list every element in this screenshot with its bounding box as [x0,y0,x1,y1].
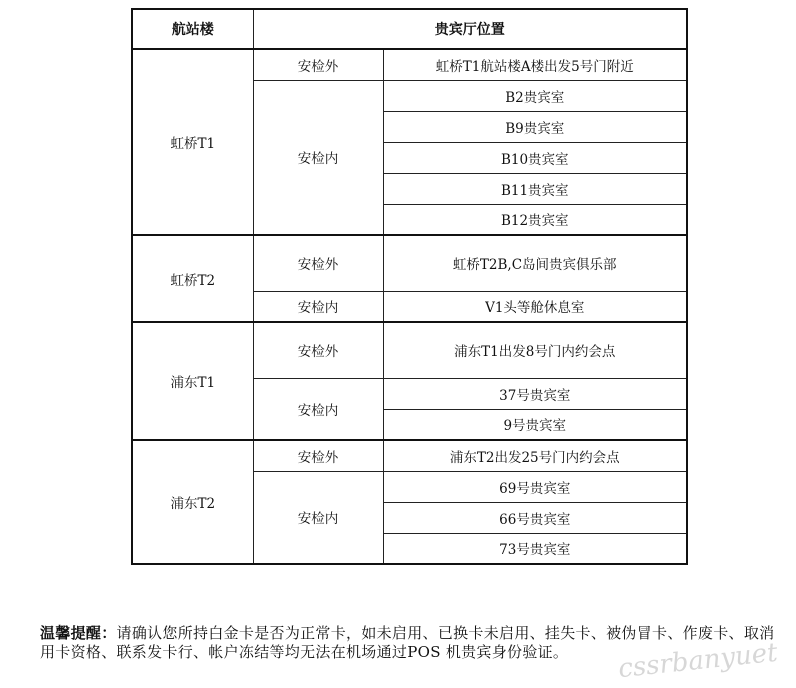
lounge-cell: 浦东T2出发25号门内约会点 [383,440,687,471]
lounge-cell: B12贵宾室 [383,204,687,235]
zone-cell: 安检内 [253,80,383,235]
zone-cell: 安检外 [253,49,383,80]
table-row [132,440,687,471]
zone-cell: 安检内 [253,291,383,322]
terminal-cell: 虹桥T1 [132,49,253,235]
table-header-row [132,9,687,49]
zone-cell: 安检内 [253,378,383,440]
lounge-cell: 69号贵宾室 [383,471,687,502]
lounge-cell: 虹桥T1航站楼A楼出发5号门附近 [383,49,687,80]
lounge-cell: V1头等舱休息室 [383,291,687,322]
lounge-cell: B11贵宾室 [383,173,687,204]
table-body [132,49,687,564]
reminder-note [40,624,780,662]
lounge-cell: 虹桥T2B,C岛间贵宾俱乐部 [383,235,687,291]
reminder-text: 请确认您所持白金卡是否为正常卡，如未启用、已换卡未启用、挂失卡、被伪冒卡、作废卡、取消用卡资格、联系发卡行、帐户冻结等均无法在机场通过POS 机贵宾身份验证。 [40,624,775,661]
header-terminal: 航站楼 [132,9,253,49]
zone-cell: 安检外 [253,322,383,378]
zone-cell: 安检内 [253,471,383,564]
lounge-cell: 37号贵宾室 [383,378,687,409]
watermark: cssrbanyuet [617,637,780,685]
zone-cell: 安检外 [253,235,383,291]
terminal-cell: 浦东T1 [132,322,253,440]
lounge-cell: 73号贵宾室 [383,533,687,564]
lounge-cell: B10贵宾室 [383,142,687,173]
lounge-cell: B9贵宾室 [383,111,687,142]
header-lounge-location: 贵宾厅位置 [253,9,687,49]
lounge-cell: B2贵宾室 [383,80,687,111]
table-row [132,49,687,80]
terminal-cell: 浦东T2 [132,440,253,564]
lounge-table [131,8,688,565]
table-row [132,322,687,378]
lounge-cell: 浦东T1出发8号门内约会点 [383,322,687,378]
reminder-label: 温馨提醒： [40,624,117,642]
zone-cell: 安检外 [253,440,383,471]
terminal-cell: 虹桥T2 [132,235,253,322]
table-row [132,235,687,291]
lounge-cell: 66号贵宾室 [383,502,687,533]
lounge-cell: 9号贵宾室 [383,409,687,440]
